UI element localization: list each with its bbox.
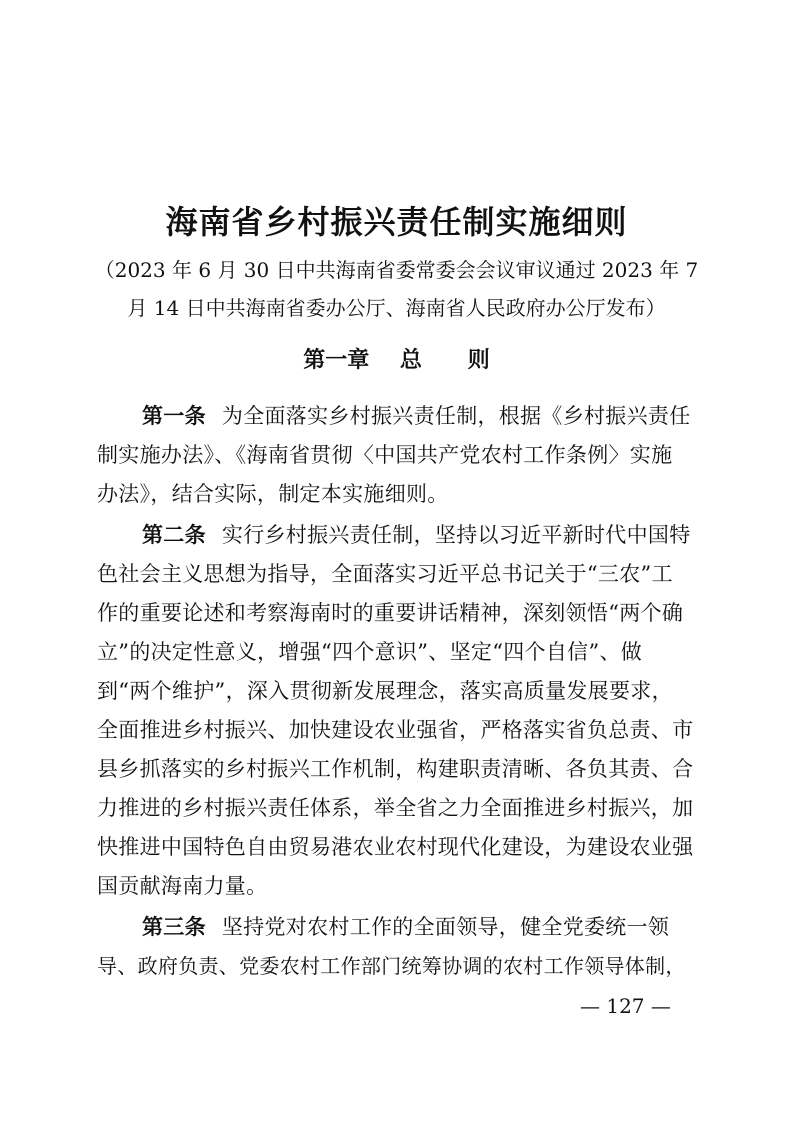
article-3-text-line-2: 导、政府负责、党委农村工作部门统筹协调的农村工作领导体制，	[97, 954, 686, 978]
article-1-text-line-2: 制实施办法》、《海南省贯彻〈中国共产党农村工作条例〉实施	[97, 443, 673, 467]
article-2-text-line-4: 立”的决定性意义，增强“四个意识”、坚定“四个自信”、做	[97, 640, 643, 664]
article-3-text-line-1: 坚持党对农村工作的全面领导，健全党委统一领	[221, 915, 670, 939]
article-2-text-line-6: 全面推进乡村振兴、加快建设农业强省，严格落实省负总责、市	[97, 718, 694, 742]
article-2-text-line-2: 色社会主义思想为指导，全面落实习近平总书记关于“三农”工	[97, 562, 673, 586]
article-2-text-line-8: 力推进的乡村振兴责任体系，举全省之力全面推进乡村振兴，加	[97, 796, 694, 820]
article-2-text-line-1: 实行乡村振兴责任制，坚持以习近平新时代中国特	[221, 523, 691, 547]
article-2-first-line	[142, 520, 697, 550]
article-2-text-line-9: 快推进中国特色自由贸易港农业农村现代化建设，为建设农业强	[97, 835, 694, 859]
article-2-label: 第二条	[142, 523, 206, 547]
document-title: 海南省乡村振兴责任制实施细则	[165, 203, 628, 241]
article-1-first-line	[142, 401, 697, 431]
article-1-text-line-1: 为全面落实乡村振兴责任制，根据《乡村振兴责任	[221, 404, 691, 428]
article-2-text-line-3: 作的重要论述和考察海南时的重要讲话精神，深刻领悟“两个确	[97, 601, 684, 625]
article-1-text-line-3: 办法》，结合实际，制定本实施细则。	[97, 482, 449, 506]
article-2-text-line-7: 县乡抓落实的乡村振兴工作机制，构建职责清晰、各负其责、合	[97, 757, 694, 781]
article-2-text-line-5: 到“两个维护”，深入贯彻新发展理念，落实高质量发展要求，	[97, 679, 673, 703]
chapter-heading: 第一章 总 则	[303, 348, 490, 373]
article-3-first-line	[142, 912, 697, 942]
article-2-text-line-10: 国贡献海南力量。	[97, 874, 268, 898]
page-number: — 127 —	[580, 994, 671, 1018]
article-3-label: 第三条	[142, 915, 206, 939]
document-subtitle-line-2: 月 14 日中共海南省委办公厅、海南省人民政府办公厅发布）	[127, 296, 666, 320]
article-1-label: 第一条	[142, 404, 206, 428]
document-subtitle-line-1: （2023 年 6 月 30 日中共海南省委常委会会议审议通过 2023 年 7	[94, 258, 699, 282]
